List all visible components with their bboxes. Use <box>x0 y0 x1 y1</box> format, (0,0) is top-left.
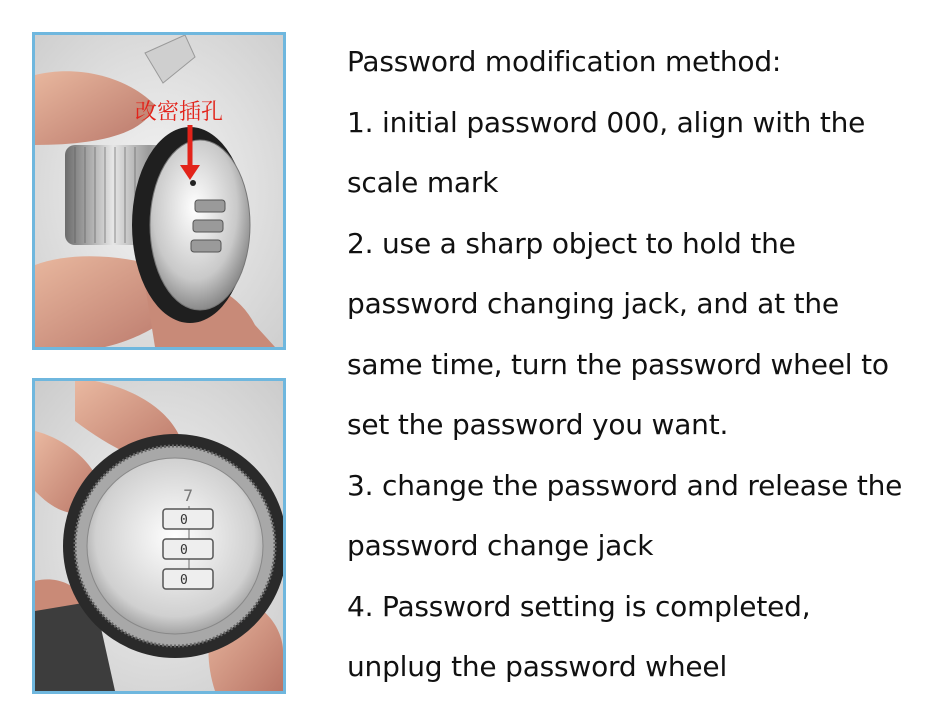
instruction-line: 1. initial password 000, align with the <box>347 105 866 139</box>
dial-mark-number: 7 <box>183 486 194 505</box>
lock-photo-top <box>32 32 286 350</box>
instructions-title: Password modification method: <box>347 45 782 78</box>
instruction-line: password change jack <box>347 529 654 562</box>
password-wheel-3[interactable] <box>163 569 213 589</box>
instruction-line: scale mark <box>347 166 499 199</box>
wheel-digit-2: 0 <box>180 543 188 558</box>
instructions-panel <box>347 32 927 698</box>
instruction-line: unplug the password wheel <box>347 650 728 683</box>
lock-photo-bottom <box>32 378 286 694</box>
instruction-line: 2. use a sharp object to hold the <box>347 226 796 260</box>
password-wheel-1[interactable] <box>163 509 213 529</box>
wheel-digit-1: 0 <box>180 513 188 528</box>
password-change-jack-label: 改密插孔 <box>135 100 224 125</box>
wheel-digit-3: 0 <box>180 573 188 588</box>
lock-front-illustration <box>35 381 283 691</box>
instruction-line: 3. change the password and release the <box>347 468 903 502</box>
instruction-line: password changing jack, and at the <box>347 287 839 320</box>
instruction-line: set the password you want. <box>347 408 729 441</box>
instruction-line: 4. Password setting is completed, <box>347 589 811 623</box>
instruction-line: same time, turn the password wheel to <box>347 347 889 381</box>
lock-side-illustration <box>35 35 283 347</box>
password-wheel-2[interactable] <box>163 539 213 559</box>
